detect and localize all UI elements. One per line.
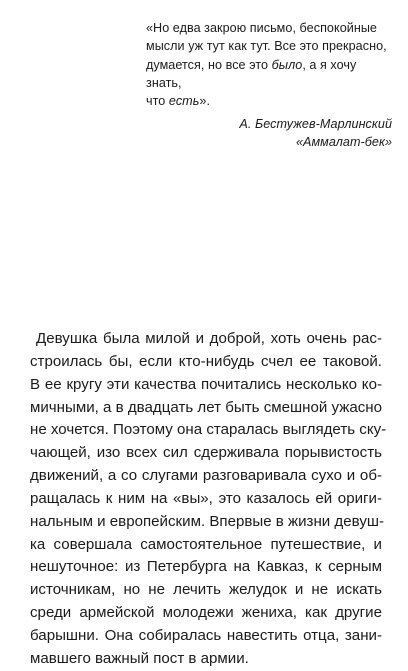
epigraph-attribution [146,115,392,151]
epigraph-emphasis-is: есть [168,94,200,109]
body-line: нешуточное: из Петербурга на Кавказ, к серным [30,558,382,576]
body-line: не хочется. Поэтому она старалась выглядеть ску- [30,421,387,439]
epigraph-emphasis-was: было [271,57,303,72]
epigraph-quote [146,19,392,110]
body-line: источникам, но не лечить желудок и не искать [30,581,382,599]
body-line: мавшего важный пост в армии. [30,649,249,667]
body-line: барышни. Она собиралась навестить отца, зани- [30,626,382,644]
body-paragraph [30,328,387,671]
body-line: среди армейской молодежи жениха, как другие [30,604,382,622]
epigraph-line-4-start: что [146,94,169,109]
epigraph-line-3-end: , а я хочу знать, [146,57,357,90]
epigraph-line-4-end: ». [199,94,210,109]
epigraph-line-3-start: думается, но все это [146,57,272,72]
epigraph-author: А. Бестужев-Марлинский [239,117,392,132]
body-line: строилась бы, если кто-нибудь счел ее таковой. [30,352,382,370]
body-line: движений, а со слугами разговаривала сухо и об- [30,467,382,485]
body-line: В ее кругу эти качества почитались несколько ко- [30,375,382,393]
epigraph-work-title: «Аммалат-бек» [295,135,392,150]
epigraph-line-2: мысли уж тут как тут. Все это прекрасно, [146,39,387,54]
epigraph [146,19,392,151]
body-line: чающей, изо всех сил сдерживала порывистость [30,444,382,462]
body-line: нальным и европейским. Впервые в жизни девуш- [30,512,385,530]
body-line: мичными, а в двадцать лет быть смешной ужасно [30,398,382,416]
body-line: ращалась к ним на «вы», это казалось ей ориги- [30,489,382,507]
body-line: ка совершала самостоятельное путешествие, и [30,535,382,553]
epigraph-line-1: «Но едва закрою письмо, беспокойные [146,21,377,35]
body-line: Девушка была милой и доброй, хоть очень рас- [36,330,382,347]
